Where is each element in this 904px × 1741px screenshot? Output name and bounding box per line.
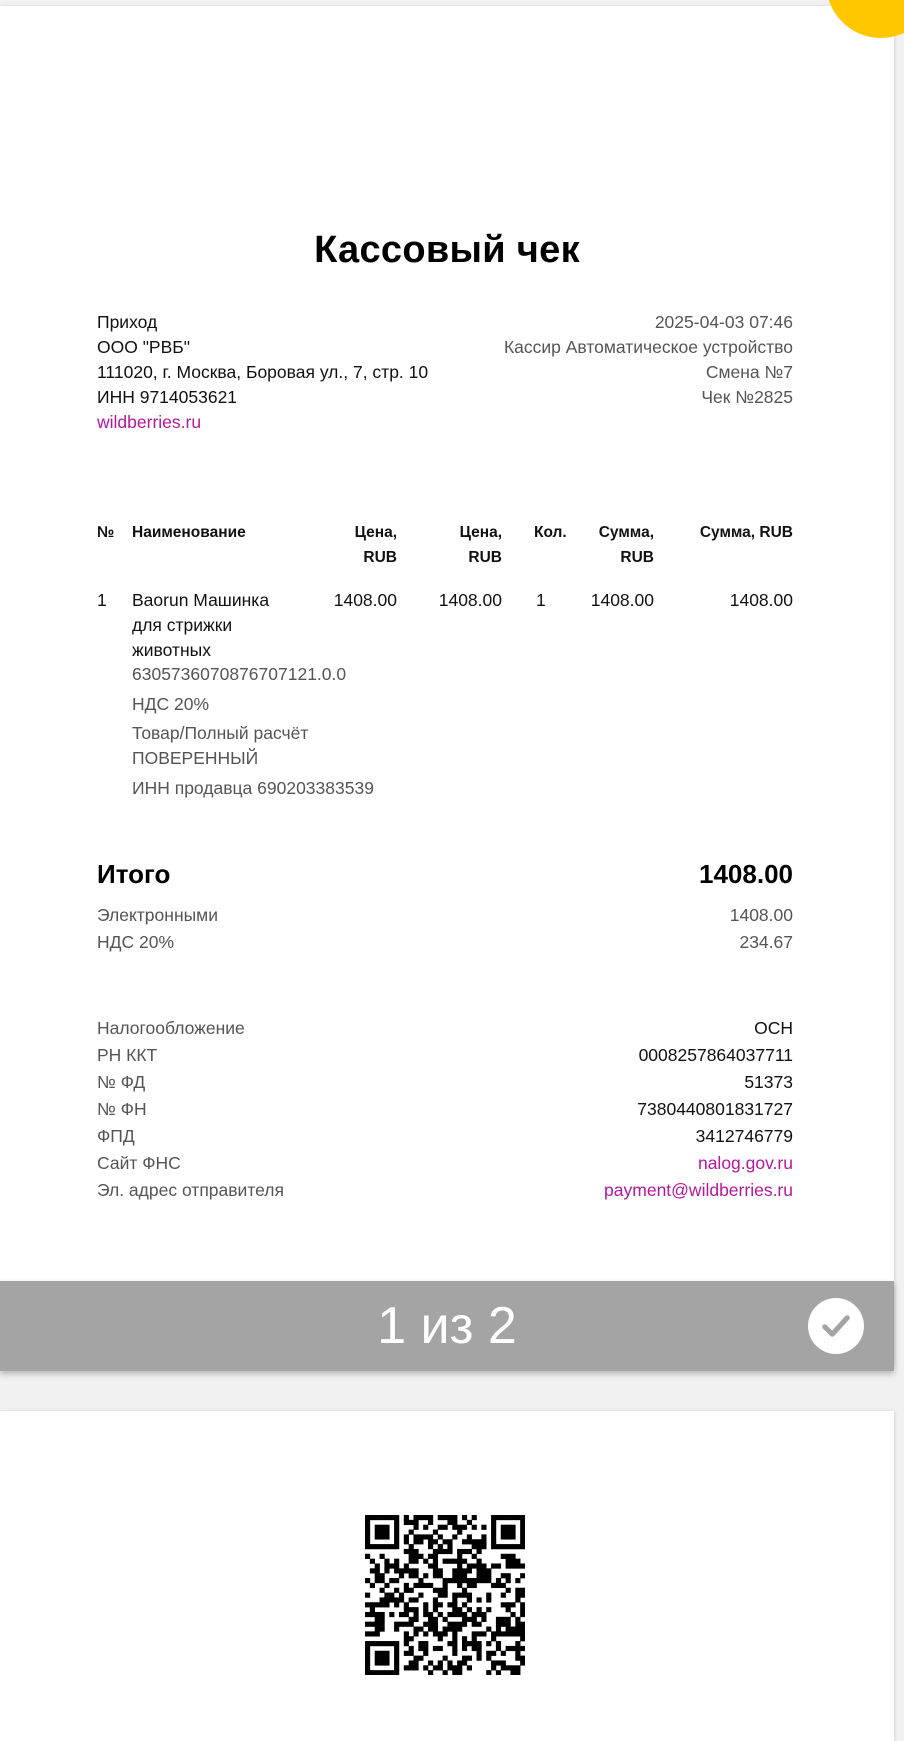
fiscal-label: РН ККТ (97, 1045, 158, 1065)
item-qty: 1 (536, 590, 546, 610)
total-value: 1408.00 (699, 859, 793, 889)
fiscal-value: 51373 (744, 1072, 793, 1092)
company-name: ООО "РВБ" (97, 337, 190, 357)
item-price-2: 1408.00 (438, 590, 502, 610)
page-indicator-text: 1 из 2 (377, 1297, 517, 1355)
cashier: Кассир Автоматическое устройство (503, 337, 793, 357)
company-inn: ИНН 9714053621 (97, 387, 238, 407)
fiscal-label: № ФН (97, 1099, 147, 1119)
vat-total-row (97, 929, 793, 956)
operation-type: Приход (97, 312, 158, 332)
receipt-number: Чек №2825 (701, 387, 793, 407)
fiscal-value: 7380440801831727 (637, 1099, 793, 1119)
floating-action-button[interactable] (826, 0, 904, 38)
shift-number: Смена №7 (705, 362, 793, 382)
item-payment-type: Товар/Полный расчёт ПОВЕРЕННЫЙ (132, 723, 309, 768)
company-site-link[interactable]: wildberries.ru (97, 412, 202, 432)
vat-total-label: НДС 20% (97, 932, 175, 952)
header-price-2: Цена, RUB (459, 524, 502, 566)
header-name: Наименование (132, 524, 246, 541)
receipt-page-1 (0, 6, 894, 1365)
receipt-meta (413, 310, 793, 410)
fiscal-row-sender-email (97, 1177, 793, 1204)
item-num: 1 (97, 590, 107, 610)
fiscal-row-fd (97, 1069, 793, 1096)
fiscal-label: Эл. адрес отправителя (97, 1180, 284, 1200)
vat-total-value: 234.67 (739, 932, 793, 952)
item-name: Baorun Машинка для стрижки животных (132, 590, 270, 660)
sender-email-link[interactable]: payment@wildberries.ru (604, 1180, 793, 1200)
fiscal-row-fpd (97, 1123, 793, 1150)
header-qty: Кол. (534, 524, 567, 541)
electronic-label: Электронными (97, 905, 218, 925)
check-icon (818, 1308, 854, 1344)
page-indicator-bar (0, 1281, 894, 1371)
fiscal-row-taxation (97, 1015, 793, 1042)
item-sum-2: 1408.00 (729, 590, 793, 610)
fiscal-label: № ФД (97, 1072, 146, 1092)
receipt-page-2 (0, 1411, 894, 1741)
confirm-button[interactable] (808, 1298, 864, 1354)
fiscal-label: Налогообложение (97, 1018, 245, 1038)
header-sum-1: Сумма, RUB (598, 524, 654, 566)
receipt-title: Кассовый чек (314, 229, 580, 271)
item-vat: НДС 20% (132, 694, 210, 714)
qr-code-icon (365, 1515, 525, 1675)
item-seller-inn: ИНН продавца 690203383539 (132, 778, 374, 798)
fiscal-value: 3412746779 (695, 1126, 793, 1146)
fiscal-row-fn (97, 1096, 793, 1123)
fiscal-value: ОСН (754, 1018, 793, 1038)
fiscal-row-rn-kkt (97, 1042, 793, 1069)
header-price-1: Цена, RUB (354, 524, 397, 566)
electronic-value: 1408.00 (729, 905, 793, 925)
total-label: Итого (97, 859, 171, 889)
company-address: 111020, г. Москва, Боровая ул., 7, стр. 10 (97, 362, 429, 382)
header-sum-2: Сумма, RUB (699, 524, 793, 541)
fiscal-value: 0008257864037711 (638, 1045, 793, 1065)
item-price-1: 1408.00 (333, 590, 397, 610)
seller-info (97, 310, 432, 435)
receipt-datetime: 2025-04-03 07:46 (654, 312, 793, 332)
electronic-payment-row (97, 902, 793, 929)
fiscal-label: Сайт ФНС (97, 1153, 181, 1173)
item-sum-1: 1408.00 (590, 590, 654, 610)
fns-site-link[interactable]: nalog.gov.ru (697, 1153, 793, 1173)
fiscal-row-fns-site (97, 1150, 793, 1177)
header-num: № (97, 524, 115, 541)
item-code: 6305736070876707121.0.0 (132, 664, 347, 684)
fiscal-label: ФПД (97, 1126, 135, 1146)
